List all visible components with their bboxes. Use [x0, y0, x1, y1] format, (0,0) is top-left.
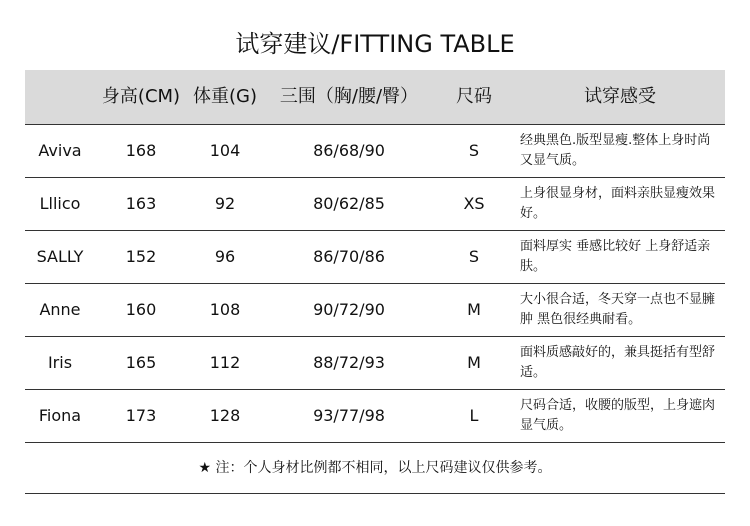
cell-name: SALLY [36, 247, 84, 266]
cell-weight: 96 [214, 247, 236, 266]
cell-measurements: 86/70/86 [313, 247, 385, 266]
cell-comment: 上身很显身材，面料亲肤显瘦效果好。 [520, 186, 716, 221]
header-height: 身高(CM) [101, 86, 181, 107]
cell-measurements: 90/72/90 [313, 300, 385, 319]
cell-size: S [468, 141, 480, 160]
cell-name: Aviva [38, 141, 82, 160]
footnote: ★ 注：个人身材比例都不相同，以上尺码建议仅供参考。 [25, 442, 725, 494]
table-row [25, 389, 725, 442]
cell-height: 160 [125, 300, 157, 319]
cell-comment: 面料厚实 垂感比较好 上身舒适亲肤。 [520, 239, 711, 274]
header-measurements: 三围（胸/腰/臀） [279, 86, 419, 107]
header-weight: 体重(G) [193, 86, 257, 107]
cell-weight: 112 [209, 353, 241, 372]
header-size: 尺码 [456, 86, 492, 107]
cell-measurements: 80/62/85 [313, 194, 385, 213]
header-comment: 试穿感受 [584, 86, 656, 107]
cell-name: Fiona [38, 406, 82, 425]
cell-height: 165 [125, 353, 157, 372]
cell-size: L [469, 406, 479, 425]
cell-height: 152 [125, 247, 157, 266]
cell-size: M [467, 300, 481, 319]
cell-comment: 经典黑色.版型显瘦.整体上身时尚又显气质。 [520, 133, 711, 168]
fitting-table [25, 70, 725, 494]
cell-height: 163 [125, 194, 157, 213]
table-header [25, 70, 725, 124]
table-row [25, 336, 725, 389]
cell-weight: 92 [214, 194, 236, 213]
table-row [25, 283, 725, 336]
cell-comment: 尺码合适，收腰的版型，上身遮肉显气质。 [520, 398, 716, 433]
cell-comment: 大小很合适，冬天穿一点也不显臃肿 黑色很经典耐看。 [520, 292, 716, 327]
cell-height: 173 [125, 406, 157, 425]
cell-size: XS [463, 194, 485, 213]
cell-name: Lllico [39, 194, 81, 213]
cell-size: M [467, 353, 481, 372]
cell-measurements: 93/77/98 [313, 406, 385, 425]
table-row [25, 124, 725, 177]
cell-size: S [468, 247, 480, 266]
cell-weight: 108 [209, 300, 241, 319]
cell-measurements: 86/68/90 [313, 141, 385, 160]
table-row [25, 230, 725, 283]
cell-measurements: 88/72/93 [313, 353, 385, 372]
page-title: 试穿建议/FITTING TABLE [235, 30, 515, 58]
cell-weight: 104 [209, 141, 241, 160]
cell-name: Anne [39, 300, 81, 319]
cell-name: Iris [47, 353, 73, 372]
cell-weight: 128 [209, 406, 241, 425]
table-row [25, 177, 725, 230]
cell-height: 168 [125, 141, 157, 160]
cell-comment: 面料质感敲好的，兼具挺括有型舒适。 [520, 345, 716, 380]
